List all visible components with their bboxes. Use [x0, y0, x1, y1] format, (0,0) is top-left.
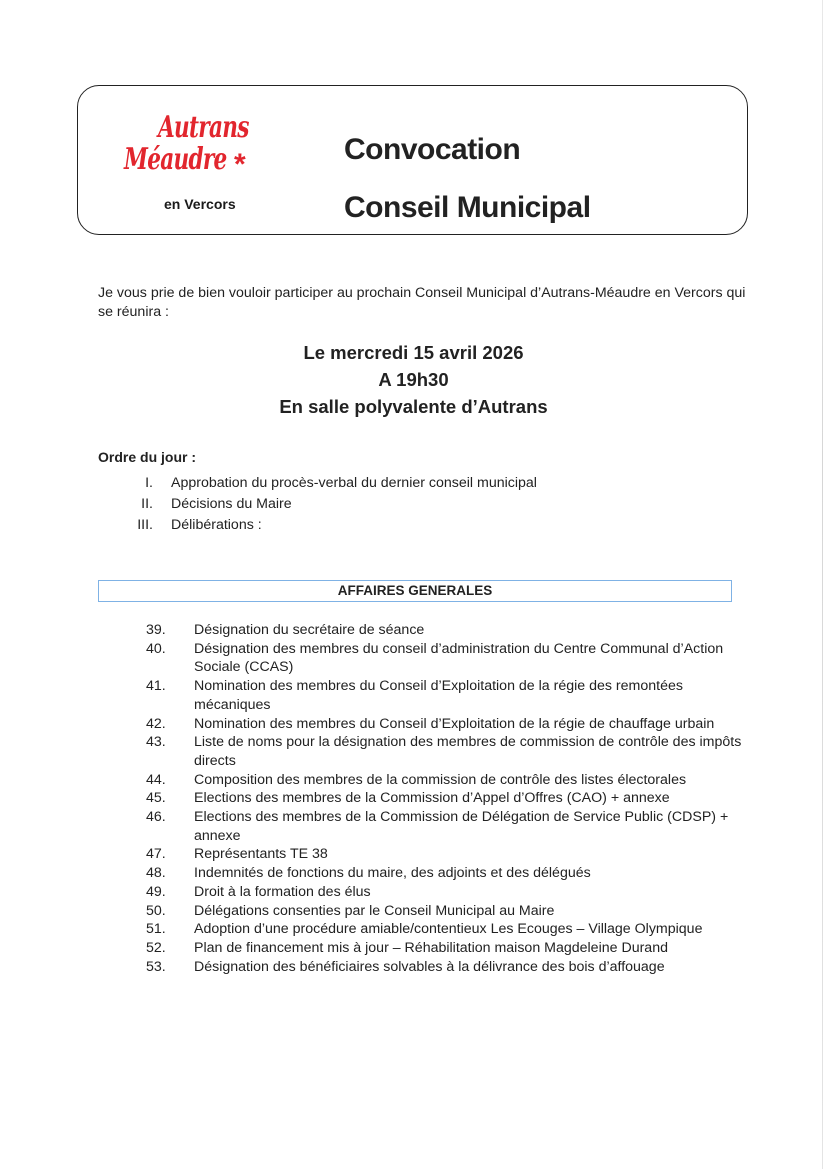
deliberation-number: 48.	[146, 865, 166, 882]
deliberation-item	[146, 864, 756, 883]
agenda-item-text: Approbation du procès-verbal du dernier conseil municipal	[171, 475, 537, 491]
deliberation-text: Nomination des membres du Conseil d’Exploitation de la régie des remontées mécaniques	[194, 678, 683, 713]
deliberation-item	[146, 771, 756, 790]
document-title-line1: Convocation	[344, 133, 521, 166]
meeting-place: En salle polyvalente d’Autrans	[279, 396, 548, 417]
deliberation-item	[146, 958, 756, 977]
deliberation-number: 44.	[146, 771, 166, 788]
agenda-item	[98, 475, 738, 496]
asterisk-icon: *	[234, 148, 246, 181]
deliberation-text: Droit à la formation des élus	[194, 883, 371, 900]
deliberation-text: Délégations consenties par le Conseil Municipal au Maire	[194, 902, 555, 919]
agenda-item-number: II.	[141, 496, 153, 512]
deliberation-text: Désignation des membres du conseil d’administration du Centre Communal d’Action Sociale (CCAS)	[194, 640, 724, 676]
deliberation-item	[146, 808, 756, 845]
deliberation-number: 52.	[146, 939, 166, 956]
agenda-item-number: I.	[145, 475, 153, 491]
deliberation-text: Désignation du secrétaire de séance	[194, 622, 425, 638]
deliberation-number: 51.	[146, 921, 166, 938]
deliberation-number: 50.	[146, 902, 166, 919]
deliberation-item	[146, 677, 756, 714]
deliberation-text: Adoption d’une procédure amiable/contentieux Les Ecouges – Village Olympique	[194, 921, 703, 938]
deliberation-number: 47.	[146, 846, 166, 863]
deliberation-number: 39.	[146, 622, 166, 638]
section-header-affaires-generales: AFFAIRES GENERALES	[98, 580, 732, 602]
deliberation-text: Représentants TE 38	[194, 846, 328, 863]
deliberation-item	[146, 920, 756, 939]
deliberation-number: 46.	[146, 809, 166, 826]
agenda-title: Ordre du jour :	[98, 449, 196, 465]
deliberation-text: Elections des membres de la Commission d’Appel d’Offres (CAO) + annexe	[194, 790, 670, 807]
deliberation-item	[146, 621, 756, 640]
deliberation-item	[146, 733, 756, 770]
deliberation-number: 45.	[146, 790, 166, 807]
logo-line-autrans: Autrans	[158, 110, 249, 145]
deliberation-text: Désignation des bénéficiaires solvables à la délivrance des bois d’affouage	[194, 958, 665, 975]
deliberation-item	[146, 902, 756, 921]
deliberation-number: 43.	[146, 734, 166, 751]
agenda-item-text: Délibérations :	[171, 517, 262, 533]
deliberation-item	[146, 789, 756, 808]
logo-tagline: en Vercors	[164, 196, 236, 212]
deliberation-number: 42.	[146, 715, 166, 732]
logo-line-meaudre: Méaudre	[124, 142, 227, 177]
deliberation-text: Elections des membres de la Commission de Délégation de Service Public (CDSP) + annexe	[194, 809, 729, 844]
deliberation-text: Plan de financement mis à jour – Réhabilitation maison Magdeleine Durand	[194, 939, 668, 956]
deliberations-list	[146, 621, 756, 976]
agenda-item	[98, 496, 738, 517]
deliberation-text: Indemnités de fonctions du maire, des adjoints et des délégués	[194, 865, 591, 882]
deliberation-number: 49.	[146, 883, 166, 900]
deliberation-item	[146, 845, 756, 864]
deliberation-number: 41.	[146, 678, 166, 695]
deliberation-text: Composition des membres de la commission de contrôle des listes électorales	[194, 771, 687, 788]
agenda-list	[98, 475, 738, 538]
scan-edge	[822, 0, 823, 1169]
intro-paragraph: Je vous prie de bien vouloir participer au prochain Conseil Municipal d’Autrans-Méaudre en Vercors qui se réunira :	[98, 285, 746, 320]
deliberation-number: 53.	[146, 958, 166, 975]
deliberation-text: Liste de noms pour la désignation des membres de commission de contrôle des impôts directs	[194, 734, 742, 769]
agenda-item-number: III.	[137, 517, 153, 533]
deliberation-item	[146, 883, 756, 902]
agenda-item	[98, 517, 738, 538]
deliberation-text: Nomination des membres du Conseil d’Exploitation de la régie de chauffage urbain	[194, 715, 715, 732]
deliberation-item	[146, 640, 756, 677]
agenda-item-text: Décisions du Maire	[171, 496, 292, 512]
meeting-time: A 19h30	[378, 369, 449, 390]
meeting-date: Le mercredi 15 avril 2026	[303, 342, 524, 363]
deliberation-item	[146, 715, 756, 734]
document-title-line2: Conseil Municipal	[344, 191, 591, 224]
deliberation-item	[146, 939, 756, 958]
deliberation-number: 40.	[146, 640, 166, 657]
municipality-logo	[124, 96, 274, 216]
